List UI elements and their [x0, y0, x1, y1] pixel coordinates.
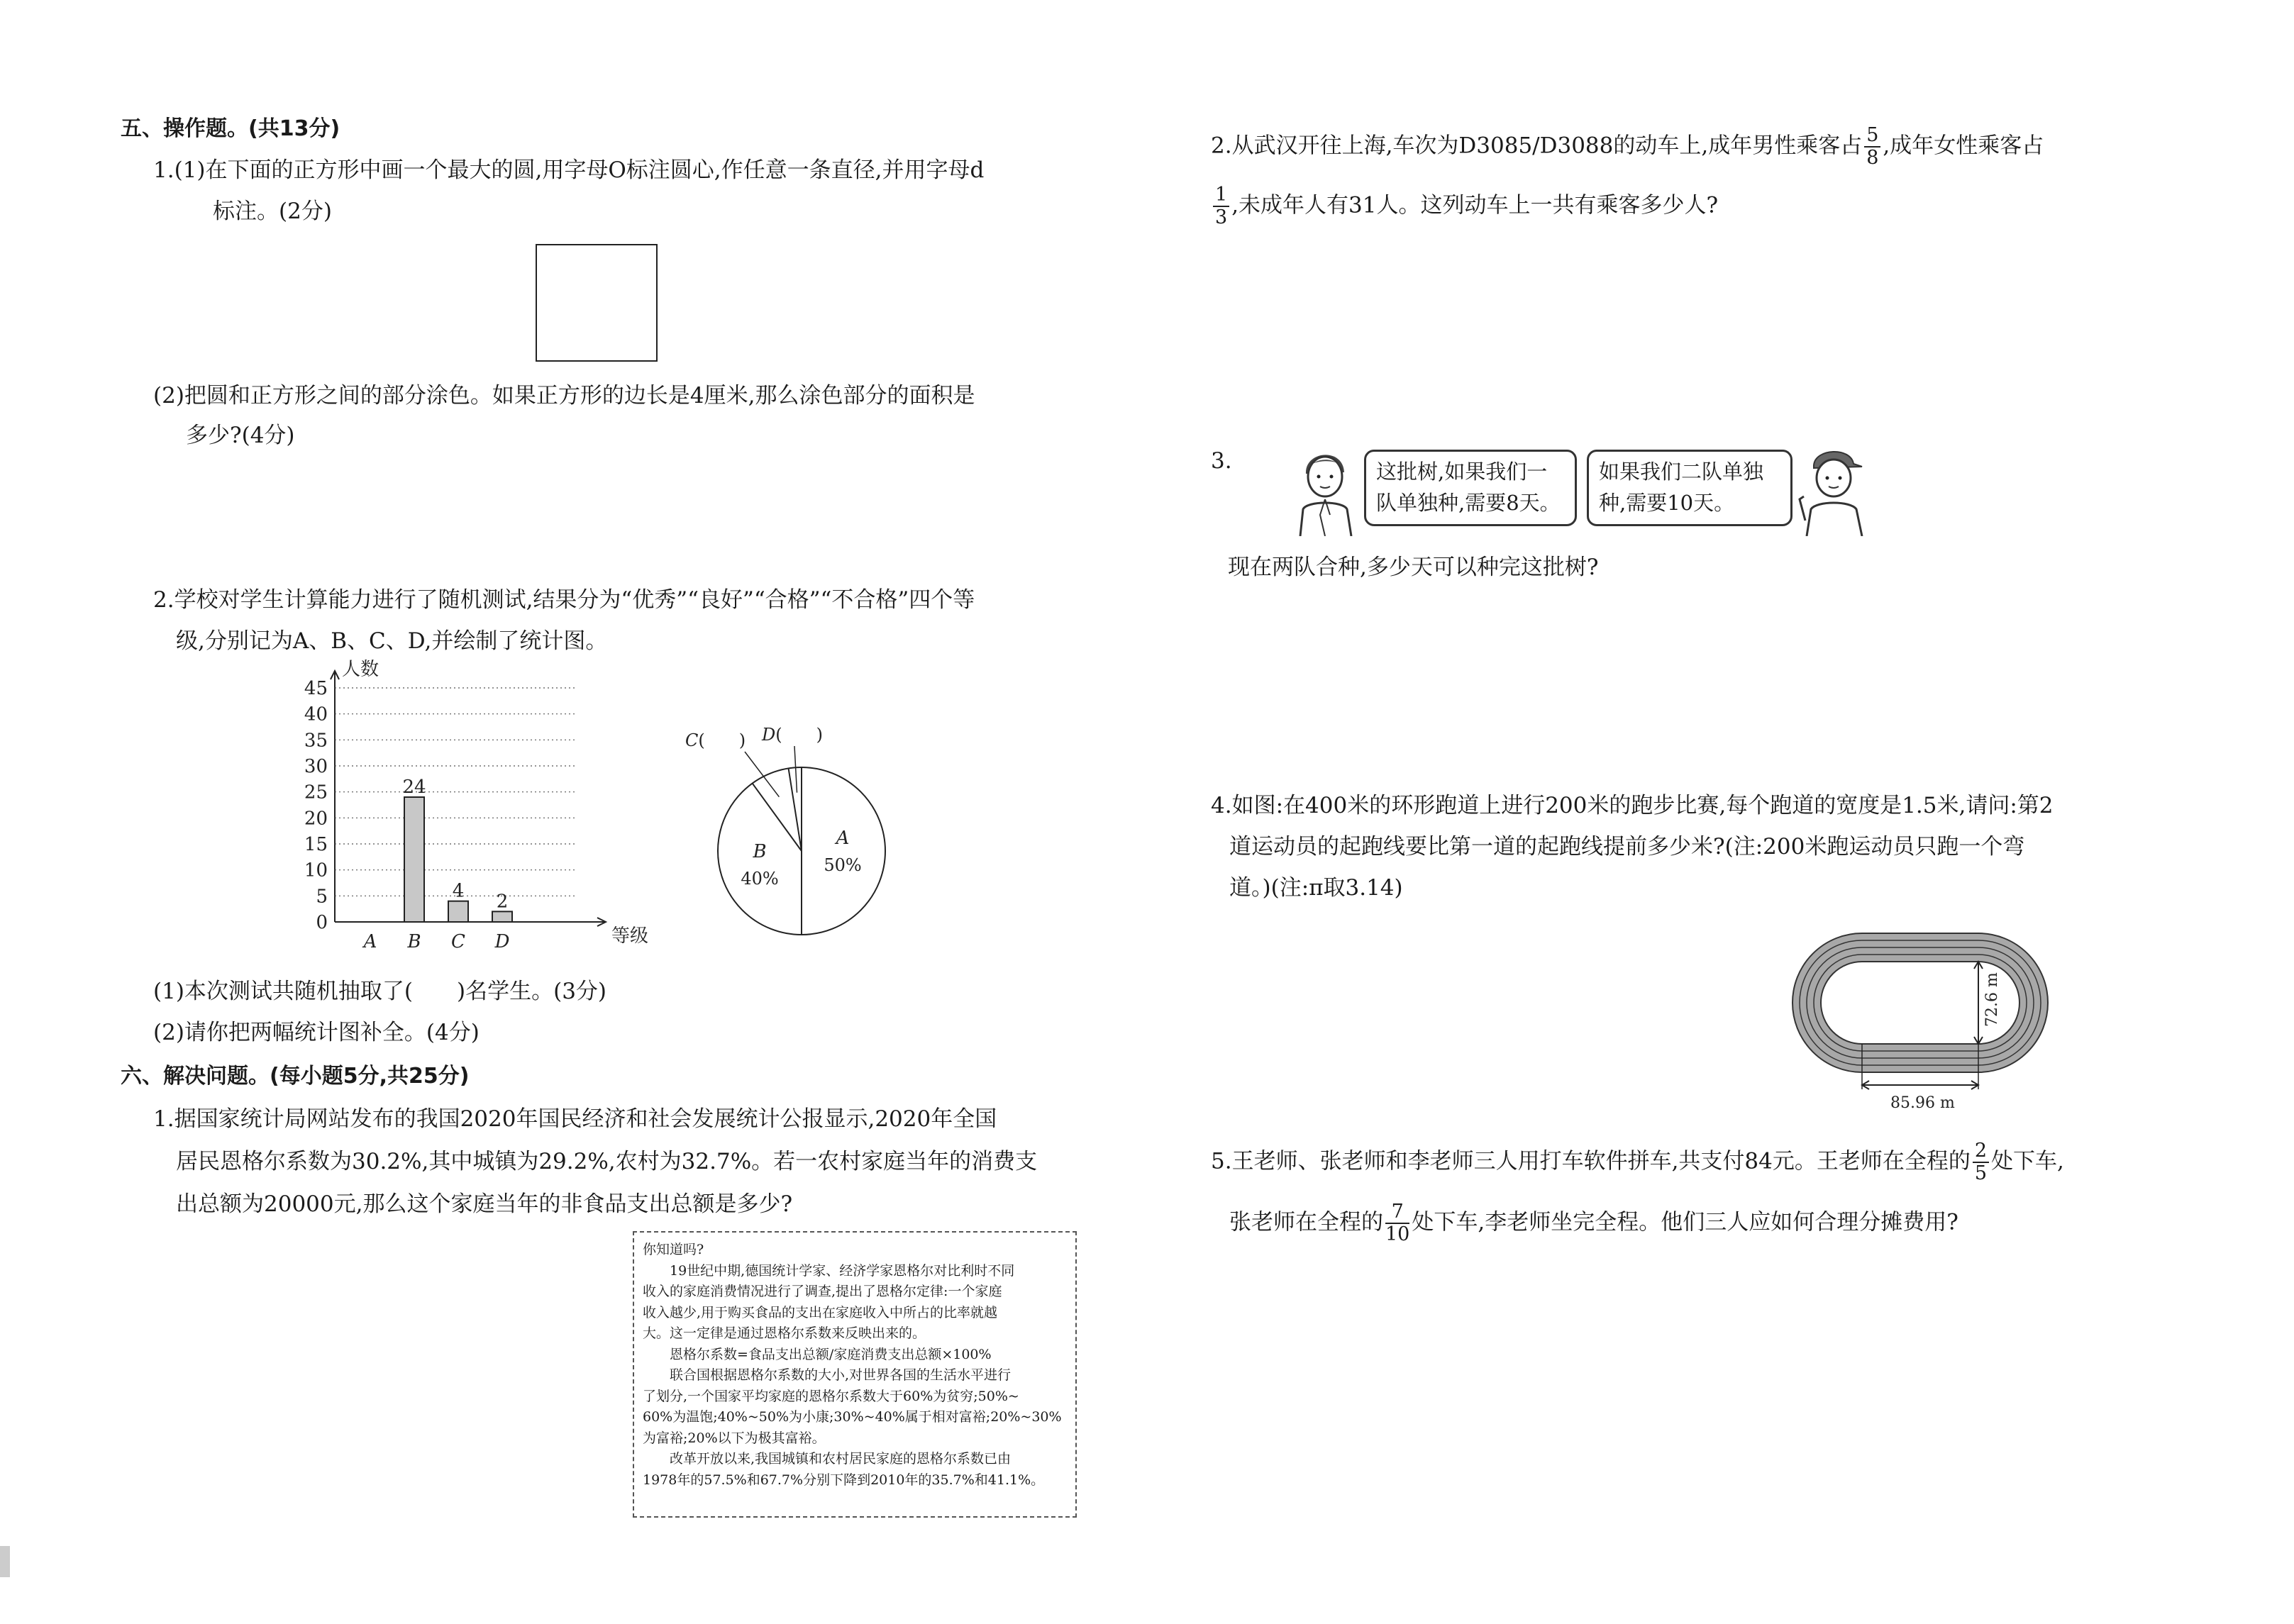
pie-slice-label: B: [753, 841, 767, 863]
fraction: $\frac{2}{5}$: [1973, 1140, 1989, 1184]
q2-text-line1: 2.学校对学生计算能力进行了随机测试,结果分为“优秀”“良好”“合格”“不合格”四个等: [153, 587, 975, 613]
r-q2-line2: $\frac{1}{3}$ ,未成年人有31人。这列动车上一共有乘客多少人?: [1211, 184, 1718, 228]
x-axis-label: 等级: [611, 925, 649, 947]
pie-slice-value: 40%: [741, 869, 779, 889]
r-q4-line3: 道。)(注:π取3.14): [1229, 875, 1403, 901]
q1-text-line2: 标注。(2分): [213, 199, 332, 224]
s1-text-line2: 居民恩格尔系数为30.2%,其中城镇为29.2%,农村为32.7%。若一农村家庭当年的消费支: [176, 1149, 1038, 1174]
fraction: $\frac{5}{8}$: [1864, 125, 1880, 169]
y-tick-label: 10: [304, 860, 328, 881]
child-with-cap-icon: [1794, 443, 1872, 536]
bar-D: [492, 911, 512, 922]
pie-slice-value: ( ): [698, 730, 746, 750]
q1-2-text-line2: 多少?(4分): [186, 423, 295, 448]
section-6-title: 六、解决问题。(每小题5分,共25分): [121, 1064, 470, 1089]
s1-text-line1: 1.据国家统计局网站发布的我国2020年国民经济和社会发展统计公报显示,2020年全国: [153, 1106, 997, 1132]
fraction: $\frac{7}{10}$: [1385, 1201, 1410, 1245]
boy-figure-icon: [1286, 444, 1364, 536]
y-tick-label: 40: [304, 703, 328, 725]
did-you-know-box: [633, 1231, 1077, 1518]
track-width-label: 85.96 m: [1890, 1094, 1955, 1112]
r-q3-text: 现在两队合种,多少天可以种完这批树?: [1228, 555, 1599, 580]
y-tick-label: 25: [304, 782, 328, 803]
r-q5-line2: 张老师在全程的 $\frac{7}{10}$ 处下车,李老师坐完全程。他们三人应如何合理分摊费用?: [1229, 1201, 1958, 1245]
y-tick-label: 45: [304, 678, 328, 699]
x-tick-label: B: [407, 931, 421, 952]
note-line: 改革开放以来,我国城镇和农村居民家庭的恩格尔系数已由: [643, 1451, 1012, 1467]
data-label: 4: [452, 880, 465, 902]
pie-slice-value: 50%: [824, 855, 862, 875]
bar-C: [448, 901, 468, 922]
note-line: 收入的家庭消费情况进行了调查,提出了恩格尔定律:一个家庭: [643, 1284, 1002, 1299]
note-line: 19世纪中期,德国统计学家、经济学家恩格尔对比利时不同: [643, 1262, 1015, 1279]
q2-sub2: (2)请你把两幅统计图补全。(4分): [153, 1020, 480, 1045]
section-5-title: 五、操作题。(共13分): [121, 116, 340, 141]
y-tick-label: 0: [316, 912, 328, 933]
data-label: 24: [402, 777, 426, 798]
pie-slice-label: A: [836, 828, 850, 849]
y-tick-label: 20: [304, 808, 328, 830]
y-tick-label: 15: [304, 834, 328, 855]
y-tick-label: 5: [316, 886, 328, 908]
speech-bubble-team2: 如果我们二队单独 种,需要10天。: [1587, 450, 1792, 526]
y-axis-label: 人数: [342, 660, 379, 680]
track-height-label: 72.6 m: [1983, 972, 2001, 1027]
note-line: 联合国根据恩格尔系数的大小,对世界各国的生活水平进行: [643, 1367, 1012, 1383]
x-tick-label: D: [494, 931, 510, 952]
q1-text-line1: 1.(1)在下面的正方形中画一个最大的圆,用字母O标注圆心,作任意一条直径,并用字母d: [153, 157, 985, 183]
bar-B: [404, 797, 424, 922]
fraction: $\frac{1}{3}$: [1213, 184, 1229, 228]
s1-text-line3: 出总额为20000元,那么这个家庭当年的非食品支出总额是多少?: [176, 1191, 793, 1217]
note-line: 为富裕;20%以下为极其富裕。: [643, 1430, 826, 1446]
note-line: 收入越少,用于购买食品的支出在家庭收入中所占的比率就越: [643, 1304, 998, 1320]
q1-2-text-line1: (2)把圆和正方形之间的部分涂色。如果正方形的边长是4厘米,那么涂色部分的面积是: [153, 383, 975, 408]
note-line: 1978年的57.5%和67.7%分别下降到2010年的35.7%和41.1%。: [643, 1472, 1045, 1488]
pie-chart: [681, 709, 894, 936]
r-q4-line2: 道运动员的起跑线要比第一道的起跑线提前多少米?(注:200米跑运动员只跑一个弯: [1229, 834, 2025, 860]
data-label: 2: [496, 891, 509, 913]
r-q5-line1: 5.王老师、张老师和李老师三人用打车软件拼车,共支付84元。王老师在全程的 $\frac{2}{5}$ 处下车,: [1211, 1140, 2064, 1184]
r-q4-line1: 4.如图:在400米的环形跑道上进行200米的跑步比赛,每个跑道的宽度是1.5米,请问:第2: [1211, 793, 2054, 818]
x-tick-label: C: [451, 931, 465, 952]
right-page: [1147, 0, 2294, 1624]
bar-chart: [284, 660, 653, 964]
pie-external-label: [685, 730, 746, 750]
speech-bubble-team1: 这批树,如果我们一 队单独种,需要8天。: [1364, 450, 1577, 526]
running-track-diagram: [1785, 922, 2083, 1120]
r-q3-number: 3.: [1211, 448, 1232, 474]
note-line: 恩格尔系数=食品支出总额/家庭消费支出总额×100%: [643, 1346, 992, 1362]
pie-slice-label: C: [685, 730, 699, 750]
pie-external-label: [761, 725, 823, 745]
x-tick-label: A: [363, 931, 377, 952]
note-line: 了划分,一个国家平均家庭的恩格尔系数大于60%为贫穷;50%~: [643, 1388, 1019, 1404]
pie-slice-value: ( ): [775, 725, 823, 745]
r-q2-line1: 2.从武汉开往上海,车次为D3085/D3088的动车上,成年男性乘客占 $\frac{5}{8}$ ,成年女性乘客占: [1211, 124, 2044, 169]
q2-text-line2: 级,分别记为A、B、C、D,并绘制了统计图。: [176, 628, 608, 654]
pie-slice-label: D: [762, 725, 776, 745]
note-line: 60%为温饱;40%~50%为小康;30%~40%属于相对富裕;20%~30%: [643, 1409, 1062, 1425]
note-line: 大。这一定律是通过恩格尔系数来反映出来的。: [643, 1325, 926, 1341]
drawing-square[interactable]: [536, 244, 658, 362]
y-tick-label: 30: [304, 756, 328, 777]
q2-sub1: (1)本次测试共随机抽取了( )名学生。(3分): [153, 979, 607, 1004]
note-title: 你知道吗?: [643, 1242, 704, 1257]
page-edge-mark: [0, 1546, 10, 1577]
y-tick-label: 35: [304, 730, 328, 752]
